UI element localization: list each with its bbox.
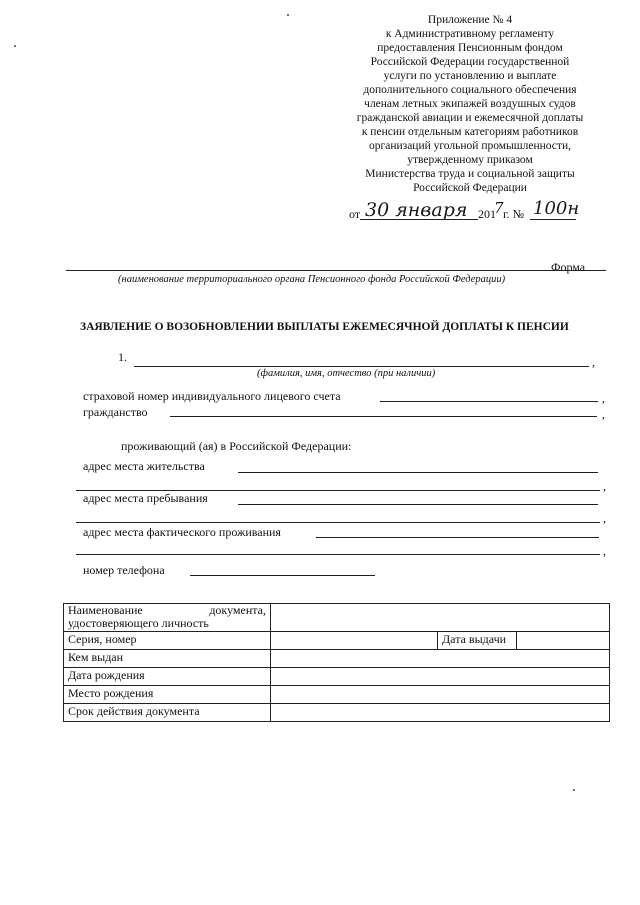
scan-speck (14, 45, 16, 47)
series-number-value[interactable] (271, 632, 438, 650)
date-prefix: от (349, 207, 361, 221)
header-line: членам летных экипажей воздушных судов (364, 98, 576, 110)
snils-field[interactable] (380, 401, 598, 402)
issue-date-value[interactable] (517, 632, 610, 650)
issued-by-value[interactable] (271, 650, 610, 668)
year-text: 201 (478, 207, 496, 221)
citizenship-field[interactable] (170, 416, 597, 417)
issued-by-label: Кем выдан (64, 650, 271, 668)
actual-label: адрес места фактического проживания (83, 525, 281, 539)
series-number-label: Серия, номер (64, 632, 271, 650)
scan-speck (287, 14, 289, 16)
header-line: Российской Федерации государственной (370, 56, 570, 68)
year-digit-handwritten: 7 (494, 199, 504, 217)
snils-label: страховой номер индивидуального лицевого счета (83, 389, 341, 403)
header-line: Приложение № 4 (427, 14, 513, 26)
item-number: 1. (118, 350, 127, 364)
org-caption: (наименование территориального органа Пенсионного фонда Российской Федерации) (118, 274, 506, 285)
birth-place-value[interactable] (271, 686, 610, 704)
number-underline (530, 219, 576, 220)
header-line: организаций угольной промышленности, (369, 140, 571, 152)
residing-label: проживающий (ая) в Российской Федерации: (121, 439, 352, 453)
doc-name-text: Наименование документа, удостоверяющего личность (68, 603, 266, 630)
table-row (64, 686, 610, 704)
page-title: ЗАЯВЛЕНИЕ О ВОЗОБНОВЛЕНИИ ВЫПЛАТЫ ЕЖЕМЕСЯЧНОЙ ДОПЛАТЫ К ПЕНСИИ (80, 321, 569, 333)
issue-date-label: Дата выдачи (438, 632, 517, 650)
org-line (66, 270, 606, 271)
actual-field[interactable] (316, 537, 599, 538)
header-line: к пенсии отдельным категориям работников (361, 126, 579, 138)
fio-field[interactable] (134, 366, 589, 367)
comma: , (592, 355, 595, 369)
residence-field[interactable] (238, 472, 598, 473)
form-label: Форма (551, 260, 586, 274)
table-row (64, 704, 610, 722)
comma: , (602, 391, 605, 405)
stay-field-continuation[interactable] (76, 522, 600, 523)
header-line: предоставления Пенсионным фондом (377, 42, 563, 54)
birth-place-label: Место рождения (64, 686, 271, 704)
residence-label: адрес места жительства (83, 459, 205, 473)
header-line: дополнительного социального обеспечения (363, 84, 577, 96)
stay-field[interactable] (238, 504, 598, 505)
comma: , (602, 407, 605, 421)
citizenship-label: гражданство (83, 405, 148, 419)
number-handwritten: 100н (533, 198, 580, 219)
birth-date-value[interactable] (271, 668, 610, 686)
phone-field[interactable] (190, 575, 375, 576)
table-row (64, 668, 610, 686)
phone-label: номер телефона (83, 563, 165, 577)
date-handwritten: 30 января (365, 199, 468, 221)
comma: , (603, 479, 606, 493)
header-line: услуги по установлению и выплате (383, 70, 557, 82)
header-line: к Административному регламенту (385, 28, 555, 40)
header-line: гражданской авиации и ежемесячной доплаты (356, 112, 584, 124)
table-row (64, 604, 610, 632)
doc-name-label (64, 604, 271, 632)
birth-date-label: Дата рождения (64, 668, 271, 686)
header-line: Министерства труда и социальной защиты (365, 168, 575, 180)
table-row (64, 650, 610, 668)
scan-speck (573, 789, 575, 791)
comma: , (603, 544, 606, 558)
id-document-table (63, 603, 610, 722)
year-suffix: г. № (503, 207, 525, 221)
stay-label: адрес места пребывания (83, 491, 208, 505)
doc-name-value[interactable] (271, 604, 610, 632)
table-row (64, 632, 610, 650)
validity-label: Срок действия документа (64, 704, 271, 722)
header-line: утвержденному приказом (407, 154, 533, 166)
comma: , (603, 511, 606, 525)
actual-field-continuation[interactable] (76, 554, 600, 555)
fio-caption: (фамилия, имя, отчество (при наличии) (257, 368, 436, 379)
validity-value[interactable] (271, 704, 610, 722)
header-line: Российской Федерации (413, 182, 527, 194)
